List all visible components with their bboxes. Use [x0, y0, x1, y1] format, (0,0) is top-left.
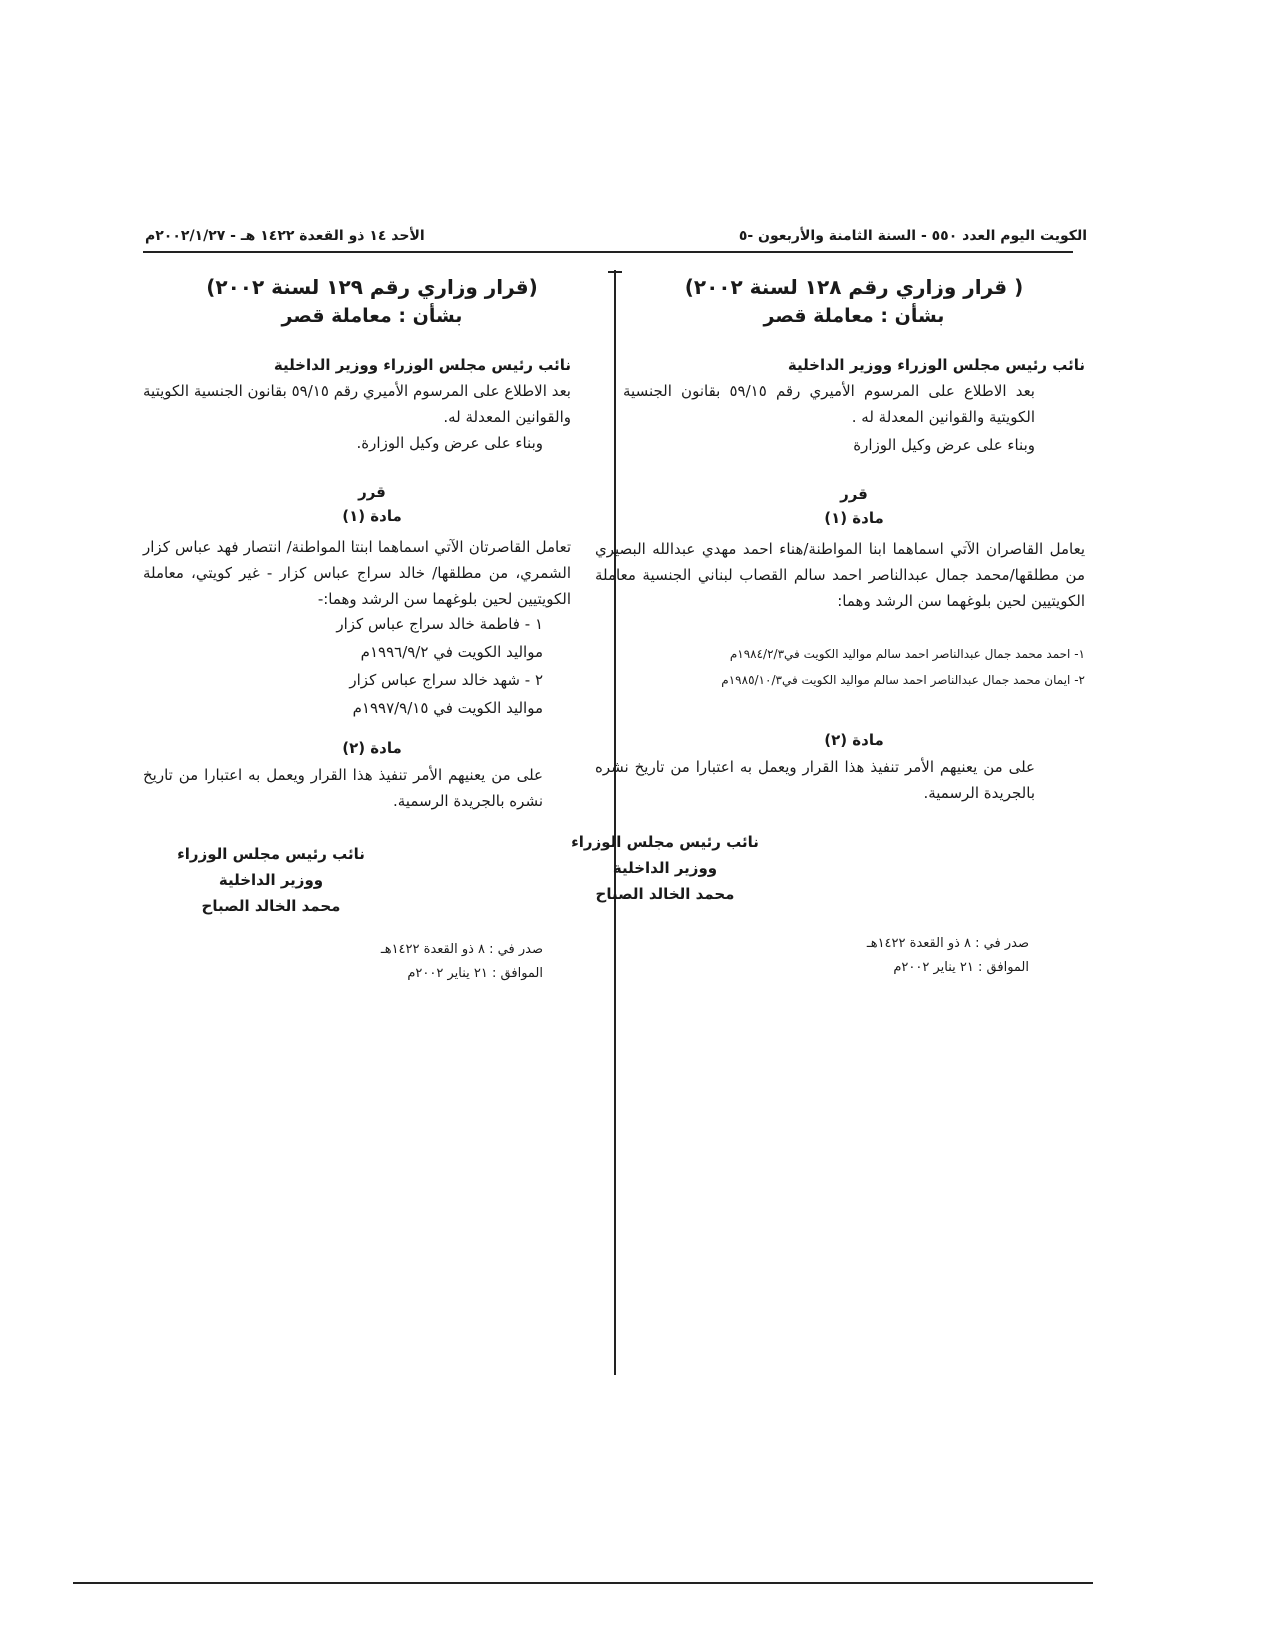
- decision-129-article2-heading: مادة (٢): [342, 739, 402, 757]
- decision-129-signature-name: محمد الخالد الصباح: [201, 897, 341, 915]
- decision-128-signature-title: نائب رئيس مجلس الوزراء: [571, 833, 759, 851]
- decision-129-subtitle: بشأن : معاملة قصر: [281, 305, 463, 327]
- decision-128-article1-heading: مادة (١): [824, 509, 884, 527]
- decision-128-title: ( قرار وزاري رقم ١٢٨ لسنة ٢٠٠٢): [684, 275, 1024, 299]
- decision-129-item-1-birth: مواليد الكويت في ١٩٩٦/٩/٢م: [360, 643, 543, 661]
- decision-129-item-1-name: ١ - فاطمة خالد سراج عباس كزار: [336, 615, 543, 633]
- header-rule: [143, 251, 1073, 253]
- decision-128-signature-name: محمد الخالد الصباح: [595, 885, 735, 903]
- decision-128-article1-text: يعامل القاصران الآتي اسماهما ابنا المواطنة/هناء احمد مهدي عبدالله البصيري من مطلقها/محمد جمال عبدالناصر احمد سالم القصاب لبناني الجنسية معاملة الكويتيين لحين بلوغهما سن الرشد وهما:: [595, 540, 1085, 610]
- decision-128-preamble: بعد الاطلاع على المرسوم الأميري رقم ٥٩/١٥ بقانون الجنسية الكويتية والقوانين المعدلة له .: [623, 382, 1035, 426]
- decision-128-item-1: ١- احمد محمد جمال عبدالناصر احمد سالم مواليد الكويت في١٩٨٤/٢/٣م: [729, 647, 1085, 661]
- decision-129-article1-heading: مادة (١): [342, 507, 402, 525]
- decision-129-article1-text: تعامل القاصرتان الآتي اسماهما ابنتا المواطنة/ انتصار فهد عباس كزار الشمري، من مطلقها/ خالد سراج عباس كزار - غير كويتي، معاملة الكويتيين لحين بلوغهما سن الرشد وهما:-: [143, 538, 571, 608]
- decision-129-minister: نائب رئيس مجلس الوزراء ووزير الداخلية: [273, 356, 571, 374]
- decision-128-decided: قرر: [840, 485, 868, 503]
- decision-128-corresponding-date: الموافق : ٢١ يناير ٢٠٠٢م: [893, 960, 1029, 975]
- column-divider-tick: [608, 271, 622, 273]
- decision-129-item-2-name: ٢ - شهد خالد سراج عباس كزار: [349, 671, 543, 689]
- decision-129-proposal: وبناء على عرض وكيل الوزارة.: [356, 434, 543, 452]
- column-divider: [614, 270, 616, 1375]
- decision-128-item-2: ٢- ايمان محمد جمال عبدالناصر احمد سالم مواليد الكويت في١٩٨٥/١٠/٣م: [721, 673, 1085, 687]
- decision-128-signature-title2: ووزير الداخلية: [612, 859, 718, 877]
- decision-128-subtitle: بشأن : معاملة قصر: [763, 305, 945, 327]
- decision-128-minister: نائب رئيس مجلس الوزراء ووزير الداخلية: [787, 356, 1085, 374]
- decision-129-preamble: بعد الاطلاع على المرسوم الأميري رقم ٥٩/١٥ بقانون الجنسية الكويتية والقوانين المعدلة له.: [143, 382, 571, 426]
- decision-128-issued-date: صدر في : ٨ ذو القعدة ١٤٢٢هـ: [866, 936, 1029, 951]
- decision-129-item-2-birth: مواليد الكويت في ١٩٩٧/٩/١٥م: [352, 699, 543, 717]
- decision-129-corresponding-date: الموافق : ٢١ يناير ٢٠٠٢م: [407, 966, 543, 981]
- decision-129-signature-title2: ووزير الداخلية: [218, 871, 324, 889]
- decision-129-decided: قرر: [358, 483, 386, 501]
- page-bottom-rule: [73, 1582, 1093, 1584]
- header-date: الأحد ١٤ ذو القعدة ١٤٢٢ هـ - ٢٠٠٢/١/٢٧م: [145, 228, 425, 244]
- decision-128-article2-text: على من يعنيهم الأمر تنفيذ هذا القرار ويعمل به اعتبارا من تاريخ نشره بالجريدة الرسمية.: [595, 758, 1035, 802]
- header-issue-info: الكويت اليوم العدد ٥٥٠ - السنة الثامنة والأربعون -٥: [738, 228, 1087, 244]
- decision-128-article2-heading: مادة (٢): [824, 731, 884, 749]
- decision-129-signature-title: نائب رئيس مجلس الوزراء: [177, 845, 365, 863]
- decision-129-article2-text: على من يعنيهم الأمر تنفيذ هذا القرار ويعمل به اعتبارا من تاريخ نشره بالجريدة الرسمية.: [143, 766, 543, 810]
- decision-129-issued-date: صدر في : ٨ ذو القعدة ١٤٢٢هـ: [380, 942, 543, 957]
- decision-129-title: (قرار وزاري رقم ١٢٩ لسنة ٢٠٠٢): [206, 275, 538, 299]
- decision-128-proposal: وبناء على عرض وكيل الوزارة: [853, 436, 1035, 454]
